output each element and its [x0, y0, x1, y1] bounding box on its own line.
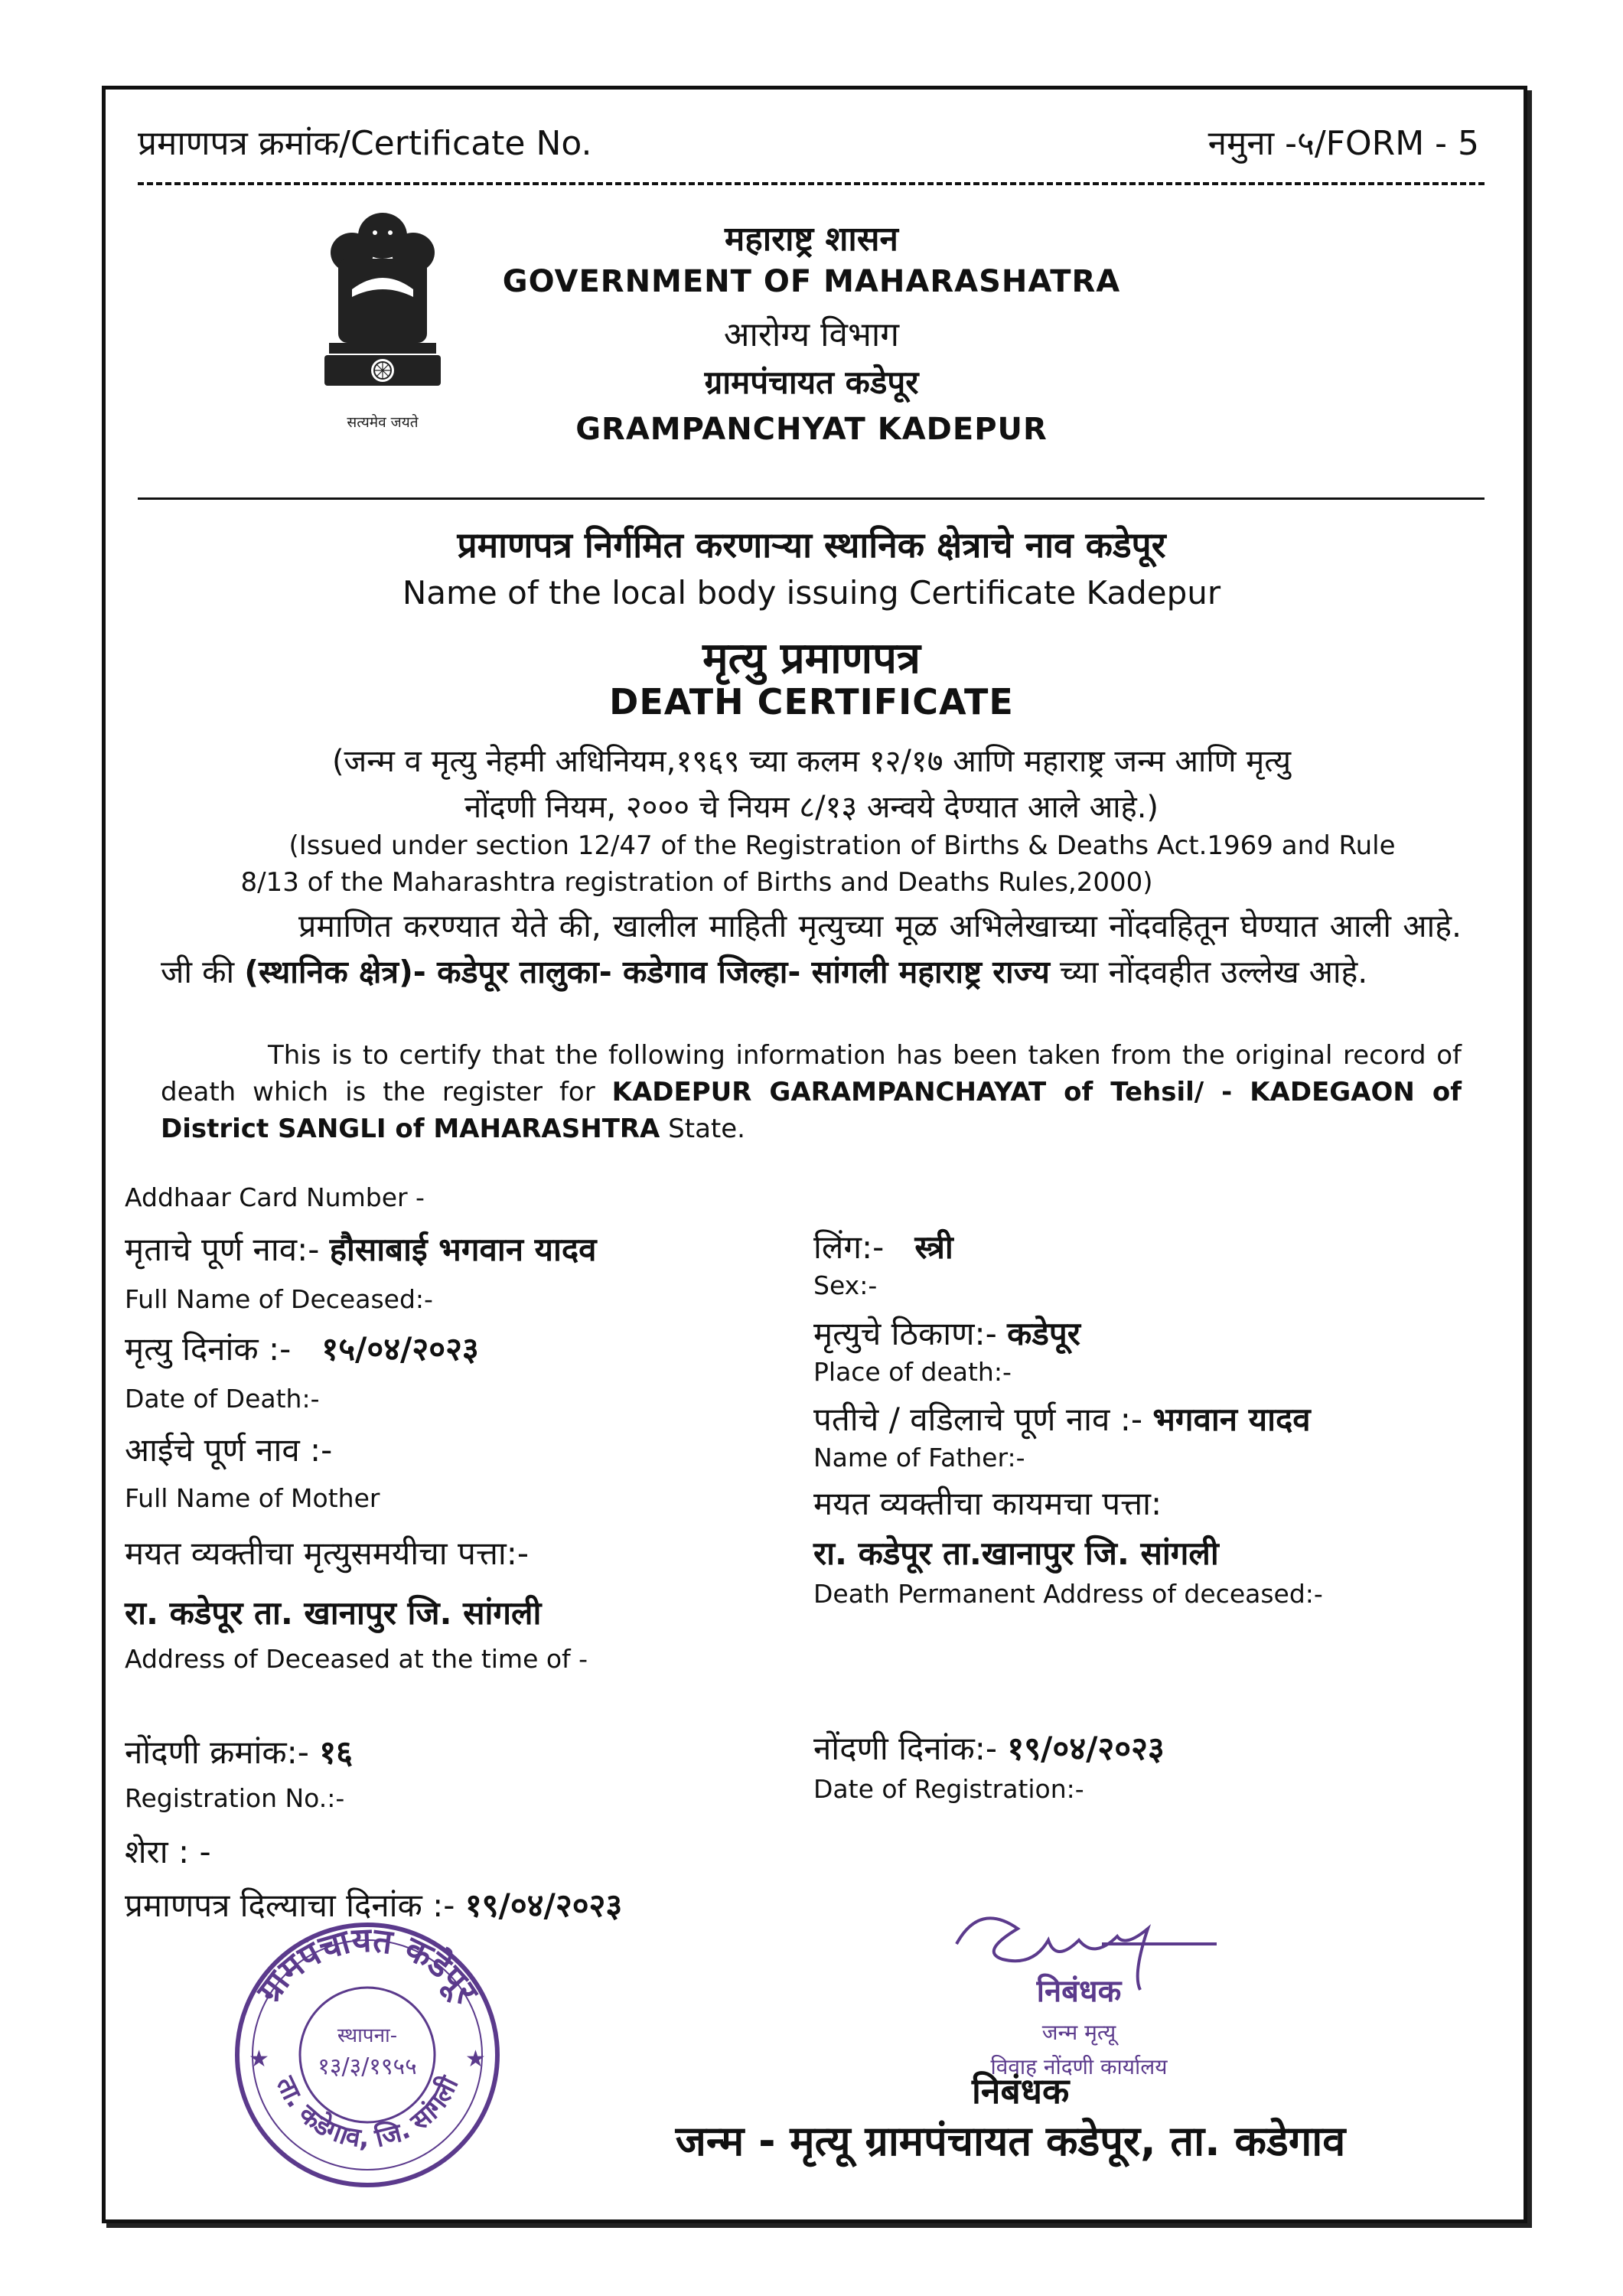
- seal-ring-text: ग्रामपंचायत कडेपूर: [249, 1920, 486, 2011]
- form-number-label: नमुना -५/FORM - 5: [1207, 124, 1479, 163]
- death-address-label-marathi: मयत व्यक्तीचा मृत्युसमयीचा पत्ता:-: [125, 1534, 530, 1572]
- footer-office-name: जन्म - मृत्यू ग्रामपंचायत कडेपूर, ता. कडेगाव: [675, 2117, 1346, 2165]
- sex-value: स्त्री: [914, 1228, 953, 1266]
- registration-date-value: १९/०४/२०२३: [1007, 1730, 1165, 1767]
- deceased-name-value: हौसाबाई भगवान यादव: [329, 1231, 597, 1268]
- issue-date-row: प्रमाणपत्र दिल्याचा दिनांक :- १९/०४/२०२३: [125, 1887, 623, 1924]
- certificate-title-marathi: मृत्यु प्रमाणपत्र: [702, 634, 921, 683]
- emblem-motto: सत्यमेव जयते: [347, 414, 419, 431]
- date-of-death-label-english: Date of Death:-: [125, 1384, 320, 1414]
- certificate-title-english: DEATH CERTIFICATE: [609, 681, 1014, 722]
- issued-under-english-line2: 8/13 of the Maharashtra registration of Births and Deaths Rules,2000): [240, 867, 1153, 898]
- grampanchayat-name-marathi: ग्रामपंचायत कडेपूर: [704, 364, 919, 401]
- certificate-number-label: प्रमाणपत्र क्रमांक/Certificate No.: [138, 124, 592, 163]
- registration-number-label-english: Registration No.:-: [125, 1783, 345, 1813]
- issued-under-marathi-line1: (जन्म व मृत्यु नेहमी अधिनियम,१९६९ च्या कलम १२/१७ आणि महाराष्ट्र जन्म आणि मृत्यु: [331, 744, 1292, 779]
- registration-date-label-english: Date of Registration:-: [813, 1774, 1084, 1804]
- permanent-address-label-marathi: मयत व्यक्तीचा कायमचा पत्ता:: [813, 1485, 1162, 1522]
- department-name: आरोग्य विभाग: [723, 315, 900, 354]
- header-divider: [138, 497, 1484, 500]
- date-of-death-row: मृत्यु दिनांक :- १५/०४/२०२३: [125, 1330, 479, 1368]
- seal-bottom-text: ता. कडेगाव, जि. सांगली: [269, 2071, 465, 2154]
- seal-center-line1: स्थापना-: [337, 2024, 398, 2047]
- place-of-death-row: मृत्युचे ठिकाण:- कडेपूर: [813, 1315, 1080, 1352]
- father-name-row: पतीचे / वडिलाचे पूर्ण नाव :- भगवान यादव: [813, 1401, 1311, 1438]
- remarks-label: शेरा : -: [125, 1833, 211, 1870]
- registrar-title: निबंधक: [972, 2070, 1070, 2112]
- issued-under-marathi-line2: नोंदणी नियम, २००० चे नियम ८/१३ अन्वये देण्यात आले आहे.): [464, 790, 1159, 825]
- father-name-value: भगवान यादव: [1152, 1401, 1311, 1438]
- seal-star-left: ★: [249, 2046, 269, 2073]
- father-name-label-english: Name of Father:-: [813, 1443, 1025, 1473]
- registration-date-row: नोंदणी दिनांक:- १९/०४/२०२३: [813, 1730, 1165, 1767]
- registration-number-row: नोंदणी क्रमांक:- १६: [125, 1733, 353, 1771]
- deceased-name-label-english: Full Name of Deceased:-: [125, 1284, 433, 1314]
- dashed-divider: [138, 182, 1484, 185]
- date-of-death-value: १५/०४/२०२३: [321, 1330, 479, 1368]
- sex-row: लिंग:- स्त्री: [813, 1228, 953, 1266]
- permanent-address-value: रा. कडेपूर ता.खानापुर जि. सांगली: [813, 1534, 1219, 1572]
- stamp-line1: जन्म मृत्यू: [1041, 2020, 1116, 2045]
- government-name-marathi: महाराष्ट्र शासन: [725, 220, 898, 259]
- issued-under-english-line1: (Issued under section 12/47 of the Registration of Births & Deaths Act.1969 and Rule: [288, 830, 1396, 861]
- sex-label-english: Sex:-: [813, 1270, 878, 1300]
- stamp-title: निबंधक: [1036, 1974, 1122, 2009]
- stamp-line2: विवाह नोंदणी कार्यालय: [990, 2054, 1168, 2079]
- issue-date-value: १९/०४/२०२३: [464, 1887, 623, 1924]
- certification-paragraph-english: This is to certify that the following information has been taken from the original record of death which is the register for KADEPUR GARAMPANCHAYAT of Tehsil/ - KADEGAON of District SANGLI of MAHARASHTRA State.: [161, 1040, 1462, 1144]
- seal-center-line2: १३/३/१९५५: [318, 2053, 417, 2080]
- aadhaar-label: Addhaar Card Number -: [125, 1182, 425, 1212]
- certification-paragraph-marathi: प्रमाणित करण्यात येते की, खालील माहिती मृत्युच्या मूळ अभिलेखाच्या नोंदवहितून घेण्यात आली आहे. जी की (स्थानिक क्षेत्र)- कडेपूर तालुका- कडेगाव जिल्हा- सांगली महाराष्ट्र राज्य च्या नोंदवहीत उल्लेख आहे.: [161, 908, 1462, 990]
- registrar-signature-stamp: [872, 1890, 1270, 2112]
- seal-star-right: ★: [465, 2046, 486, 2073]
- mother-name-label-marathi: आईचे पूर्ण नाव :-: [125, 1431, 333, 1469]
- mother-name-label-english: Full Name of Mother: [125, 1483, 380, 1513]
- place-of-death-label-english: Place of death:-: [813, 1357, 1012, 1387]
- government-name-english: GOVERNMENT OF MAHARASHATRA: [502, 264, 1121, 299]
- permanent-address-label-english: Death Permanent Address of deceased:-: [813, 1579, 1323, 1609]
- local-body-label-english: Name of the local body issuing Certificate Kadepur: [402, 574, 1221, 612]
- grampanchayat-name-english: GRAMPANCHYAT KADEPUR: [575, 412, 1048, 447]
- local-body-label-marathi: प्रमाणपत्र निर्गमित करणाऱ्या स्थानिक क्षेत्राचे नाव कडेपूर: [457, 524, 1166, 566]
- deceased-name-row: मृताचे पूर्ण नाव:- हौसाबाई भगवान यादव: [125, 1231, 597, 1268]
- death-address-value: रा. कडेपूर ता. खानापुर जि. सांगली: [125, 1594, 542, 1632]
- death-address-label-english: Address of Deceased at the time of -: [125, 1644, 588, 1674]
- place-of-death-value: कडेपूर: [1007, 1315, 1080, 1352]
- registration-number-value: १६: [319, 1733, 353, 1771]
